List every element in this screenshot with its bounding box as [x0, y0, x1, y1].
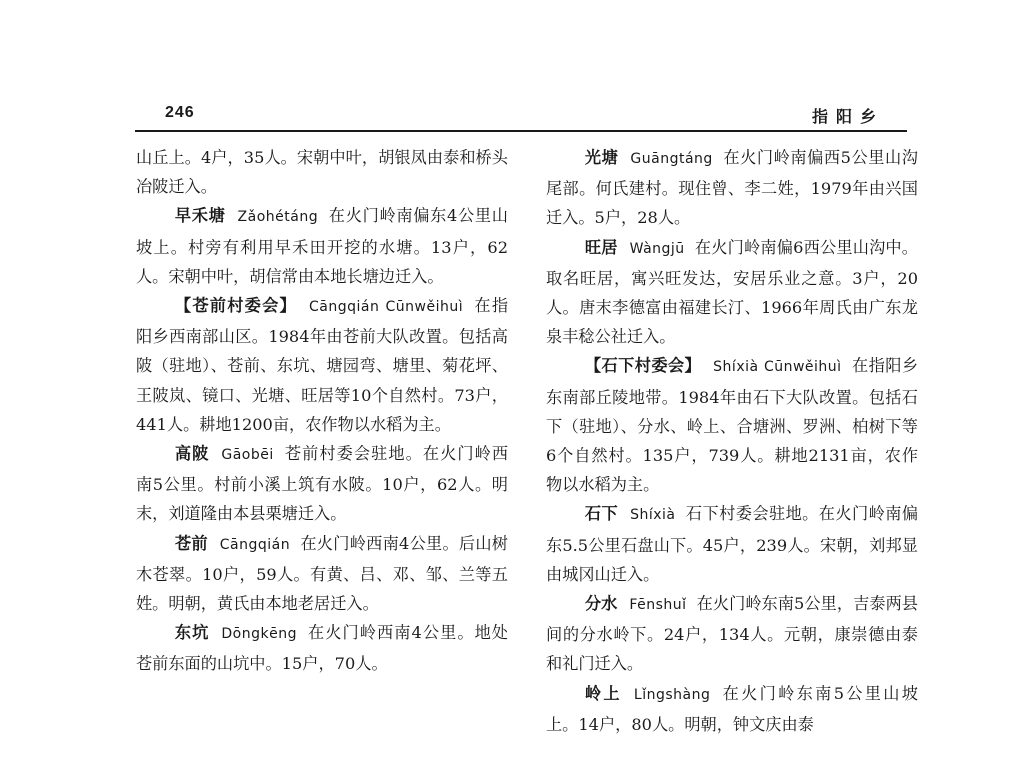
- entry-term: 光塘: [584, 148, 619, 167]
- entry-term: 旺居: [584, 237, 618, 257]
- entry-term: 分水: [584, 594, 618, 614]
- entry-text: 石下村委会驻地。在火门岭南偏东5.5公里石盘山下。45户，239人。宋朝，刘邦显由城冈山迁入。: [546, 504, 919, 584]
- entry-text: 在火门岭西南4公里。后山树木苍翠。10户，59人。有黄、吕、邓、邹、兰等五姓。明朝，黄氏由本地老居迁入。: [136, 533, 508, 614]
- page-number: 246: [165, 104, 195, 121]
- entry-text: 在指阳乡东南部丘陵地带。1984年由石下大队改置。包括石下（驻地）、分水、岭上、合塘洲、罗洲、柏树下等6个自然村。135户，739人。耕地2131亩，农作物以水稻为主。: [546, 356, 919, 495]
- entry-term: 【苍前村委会】: [174, 296, 297, 316]
- gazetteer-entry: [546, 589, 918, 679]
- gazetteer-entry: [136, 529, 508, 619]
- entry-pinyin: Guāngtáng: [630, 151, 713, 167]
- left-column: [136, 143, 508, 679]
- entry-pinyin: Cāngqián: [219, 536, 291, 553]
- entry-text: 在火门岭南偏东4公里山坡上。村旁有利用早禾田开挖的水塘。13户，62人。宋朝中叶，胡信常由本地长塘边迁入。: [136, 206, 508, 286]
- gazetteer-entry: [546, 499, 918, 589]
- entry-pinyin: Shíxià Cūnwěihuì: [713, 359, 842, 376]
- entry-pinyin: Wàngjū: [629, 240, 685, 257]
- right-column: [546, 143, 918, 739]
- entry-pinyin: Zǎohétáng: [237, 209, 319, 226]
- entry-term: 苍前: [174, 533, 208, 553]
- gazetteer-entry: [136, 143, 508, 201]
- entry-term: 早禾塘: [174, 206, 226, 226]
- entry-term: 岭上: [584, 683, 622, 703]
- entry-pinyin: Dōngkēng: [221, 626, 297, 643]
- gazetteer-entry: [546, 233, 918, 352]
- header-rule: [135, 130, 907, 132]
- entry-text: 在火门岭南偏6西公里山沟中。取名旺居，寓兴旺发达，安居乐业之意。3户，20人。唐末李德富由福建长汀、1966年周氏由广东龙泉丰稔公社迁入。: [546, 237, 918, 347]
- gazetteer-entry: [546, 351, 918, 499]
- entry-term: 【石下村委会】: [584, 356, 702, 376]
- entry-pinyin: Shíxià: [630, 507, 676, 524]
- entry-text: 山丘上。4户，35人。宋朝中叶，胡银凤由泰和桥头冶陂迁入。: [136, 148, 508, 197]
- entry-text: 在火门岭东南5公里山坡上。14户，80人。明朝，钟文庆由泰: [546, 683, 918, 734]
- entry-pinyin: Fēnshuǐ: [629, 597, 687, 614]
- gazetteer-entry: [136, 439, 508, 529]
- entry-term: 高陂: [174, 444, 210, 464]
- gazetteer-entry: [546, 679, 918, 739]
- entry-pinyin: Lǐngshàng: [633, 686, 711, 703]
- gazetteer-entry: [136, 201, 508, 291]
- entry-term: 石下: [584, 504, 619, 524]
- gazetteer-entry: [136, 618, 508, 678]
- entry-pinyin: Cāngqián Cūnwěihuì: [308, 299, 464, 316]
- entry-text: 苍前村委会驻地。在火门岭西南5公里。村前小溪上筑有水陂。10户，62人。明末，刘道隆由本县栗塘迁入。: [136, 444, 509, 524]
- entry-text: 在火门岭西南4公里。地处苍前东面的山坑中。15户，70人。: [136, 623, 508, 674]
- running-head: 指阳乡: [811, 107, 884, 126]
- entry-pinyin: Gāobēi: [221, 447, 274, 464]
- entry-text: 在火门岭南偏西5公里山沟尾部。何氏建村。现住曾、李二姓，1979年由兴国迁入。5户，28人。: [546, 148, 918, 228]
- gazetteer-entry: [546, 143, 918, 233]
- gazetteer-entry: [136, 291, 508, 439]
- entry-text: 在火门岭东南5公里，吉泰两县间的分水岭下。24户，134人。元朝，康崇德由泰和礼门迁入。: [546, 594, 918, 674]
- entry-text: 在指阳乡西南部山区。1984年由苍前大队改置。包括高陂（驻地）、苍前、东坑、塘园弯、塘里、菊花坪、王陂岚、镜口、光塘、旺居等10个自然村。73户，441人。耕地1200亩，农作物以水稻为主。: [136, 296, 509, 434]
- entry-term: 东坑: [174, 623, 210, 643]
